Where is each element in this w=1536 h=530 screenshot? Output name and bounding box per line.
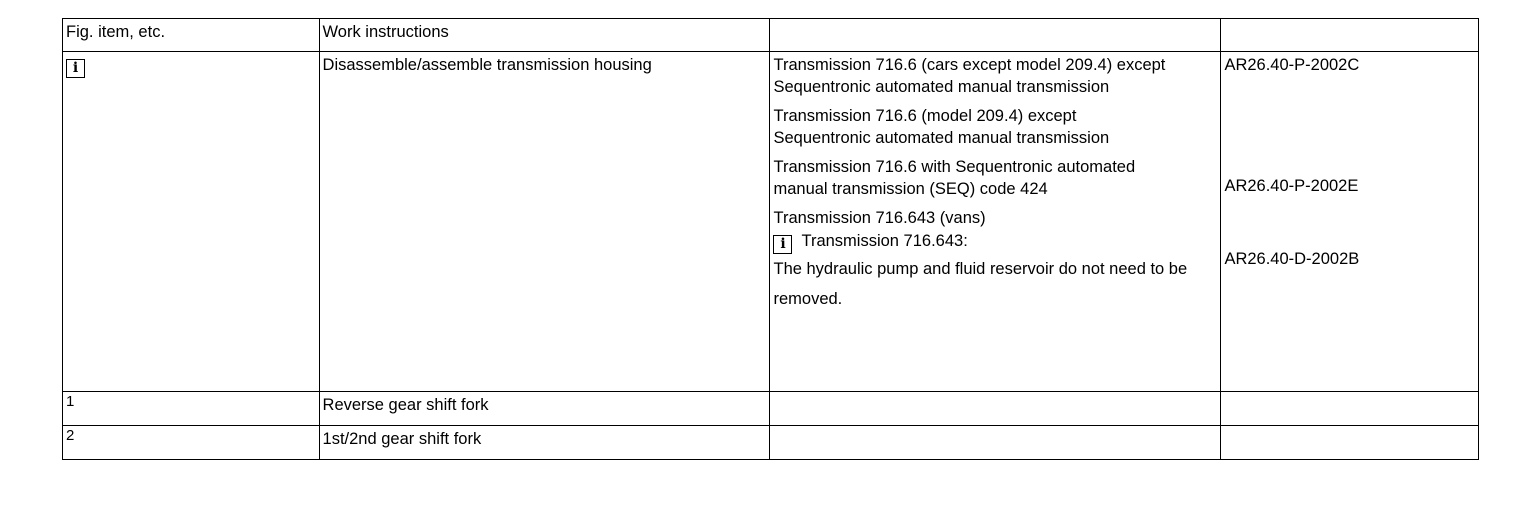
table-row (63, 52, 1479, 392)
note-body: The hydraulic pump and fluid reservoir do not need to be removed. (773, 260, 1188, 308)
header-work-instructions: Work instructions (319, 19, 770, 52)
note-heading (773, 230, 1217, 254)
applicability-entry (773, 105, 1217, 149)
item-instruction: 1st/2nd gear shift fork (319, 426, 770, 460)
reference-cell (1221, 52, 1479, 392)
work-instructions-table (62, 18, 1479, 460)
table-row (63, 392, 1479, 426)
item-empty-cell (1221, 392, 1479, 426)
reference-link[interactable]: AR26.40-P-2002E (1224, 177, 1359, 195)
item-instruction: Reverse gear shift fork (319, 392, 770, 426)
entry-text: Transmission 716.643 (vans) (773, 209, 986, 227)
entry-text: Transmission 716.6 with Sequentronic automated manual transmission (SEQ) code 424 (773, 158, 1136, 198)
header-empty-col4 (1221, 19, 1479, 52)
table-header-row (63, 19, 1479, 52)
entry-text: Transmission 716.6 (cars except model 209.4) except Sequentronic automated manual transmission (773, 56, 1166, 96)
table-row (63, 426, 1479, 460)
item-empty-cell (1221, 426, 1479, 460)
note-title: Transmission 716.643: (801, 232, 968, 250)
item-empty-cell (770, 426, 1221, 460)
applicability-cell (770, 52, 1221, 392)
info-icon[interactable]: i (773, 235, 792, 254)
info-icon[interactable]: i (66, 59, 85, 78)
fig-item-cell (63, 52, 320, 392)
reference-link[interactable]: AR26.40-P-2002C (1224, 56, 1360, 74)
item-empty-cell (770, 392, 1221, 426)
applicability-entry (773, 54, 1217, 98)
header-empty-col3 (770, 19, 1221, 52)
applicability-entry (773, 207, 1217, 314)
header-fig-item: Fig. item, etc. (63, 19, 320, 52)
item-number: 1 (63, 392, 320, 426)
entry-text: Transmission 716.6 (model 209.4) except Sequentronic automated manual transmission (773, 107, 1110, 147)
reference-link[interactable]: AR26.40-D-2002B (1224, 250, 1360, 268)
item-number: 2 (63, 426, 320, 460)
instruction-cell: Disassemble/assemble transmission housing (319, 52, 770, 392)
applicability-entry (773, 156, 1217, 200)
